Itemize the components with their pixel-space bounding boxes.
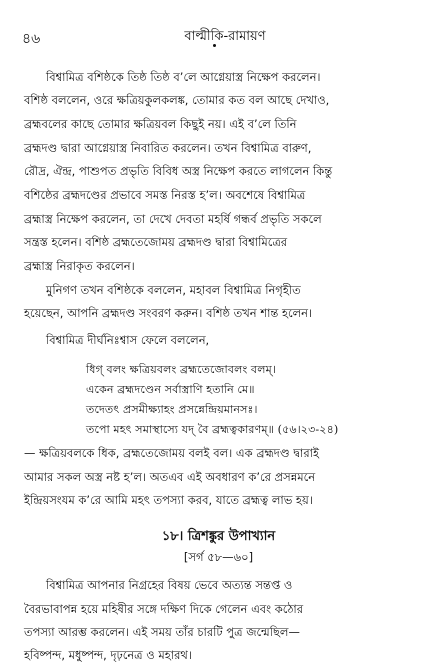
text-line: বশিষ্ঠের ব্রহ্মদণ্ডের প্রভাবে সমস্ত নিরস্ত হ’ল। অবশেষে বিশ্বামিত্র bbox=[24, 188, 306, 202]
text-line: তপস্যা আরম্ভ করলেন। এই সময় তাঁর চারটি পুত্র জন্মেছিল— bbox=[24, 625, 300, 639]
text-line: বৈরভাবাপন্ন হয়ে মহিষীর সঙ্গে দক্ষিণ দিকে গেলেন এবং কঠোর bbox=[24, 602, 304, 616]
text-line: ব্রহ্মাস্ত্র নিক্ষেপ করলেন, তা দেখে দেবতা মহর্ষি গন্ধর্ব প্রভৃতি সকলে bbox=[24, 212, 322, 226]
text-line: — ক্ষত্রিয়বলকে ধিক, ব্রহ্মতেজোময় বলই বল। এক ব্রহ্মদণ্ড দ্বারাই bbox=[24, 446, 319, 460]
text-line: ব্রহ্মবলের কাছে তোমার ক্ষত্রিয়বল কিছুই নয়। এই ব’লে তিনি bbox=[24, 117, 297, 131]
text-line: ব্রহ্মাস্ত্র নিরাকৃত করলেন। bbox=[24, 259, 135, 273]
text-line: বিশ্বামিত্র আপনার নিগ্রহের বিষয় ভেবে অত্যন্ত সন্তপ্ত ও bbox=[46, 578, 293, 592]
page-number: ৪৬ bbox=[22, 31, 41, 47]
text-line: মুনিগণ তখন বশিষ্ঠকে বললেন, মহাবল বিশ্বামিত্র নিগৃহীত bbox=[46, 283, 301, 297]
text-line: বিশ্বামিত্র বশিষ্ঠকে তিষ্ঠ তিষ্ঠ ব’লে আগ্নেয়াস্ত্র নিক্ষেপ করলেন। bbox=[46, 70, 321, 84]
verse-line: তপো মহৎ সমাস্থাস্যে যদ্ বৈ ব্রহ্মত্বকারণম্॥ (৫৬।২৩-২৪) bbox=[86, 423, 339, 436]
text-line: বিশ্বামিত্র দীর্ঘনিঃশ্বাস ফেলে বললেন, bbox=[46, 333, 210, 347]
text-line: ইন্দ্রিয়সংযম ক’রে আমি মহৎ তপস্যা করব, যাতে ব্রহ্মত্ব লাভ হয়। bbox=[24, 493, 313, 507]
sarga-reference: [সর্গ ৫৮—৬০] bbox=[183, 550, 254, 564]
ornament-dot bbox=[213, 44, 216, 47]
text-line: হবিষ্পন্দ, মধুষ্পন্দ, দৃঢ়নেত্র ও মহারথ। bbox=[24, 648, 192, 662]
section-title: ১৮। ত্রিশঙ্কুর উপাখ্যান bbox=[161, 529, 276, 544]
text-line: হয়েছেন, আপনি ব্রহ্মদণ্ড সংবরণ করুন। বশিষ্ঠ তখন শান্ত হলেন। bbox=[24, 306, 313, 320]
verse-line: তদেতৎ প্রসমীক্ষ্যাহং প্রসন্নেন্দ্রিয়মানসঃ। bbox=[86, 403, 258, 416]
running-header-title: বাল্মীকি-রামায়ণ bbox=[184, 29, 266, 44]
text-line: ব্রহ্মদণ্ড দ্বারা আগ্নেয়াস্ত্র নিবারিত করলেন। তখন বিশ্বামিত্র বারুণ, bbox=[24, 141, 312, 155]
verse-line: ধিগ্ বলং ক্ষত্রিয়বলং ব্রহ্মতেজোবলং বলম্। bbox=[86, 363, 276, 376]
verse-line: একেন ব্রহ্মদণ্ডেন সর্বাস্ত্রাণি হতানি মে॥ bbox=[86, 383, 255, 396]
text-line: রৌদ্র, ঐন্দ্র, পাশুপত প্রভৃতি বিবিধ অস্ত্র নিক্ষেপ করতে লাগলেন কিন্তু bbox=[24, 164, 333, 178]
text-line: আমার সকল অস্ত্র নষ্ট হ’ল। অতএব এই অবধারণ ক’রে প্রসন্নমনে bbox=[24, 470, 316, 484]
text-line: সন্ত্রস্ত হলেন। বশিষ্ঠ ব্রহ্মতেজোময় ব্রহ্মদণ্ড দ্বারা বিশ্বামিত্রের bbox=[24, 235, 288, 249]
text-line: বশিষ্ঠ বললেন, ওরে ক্ষত্রিয়কুলকলঙ্ক, তোমার কত বল আছে দেখাও, bbox=[24, 93, 330, 107]
